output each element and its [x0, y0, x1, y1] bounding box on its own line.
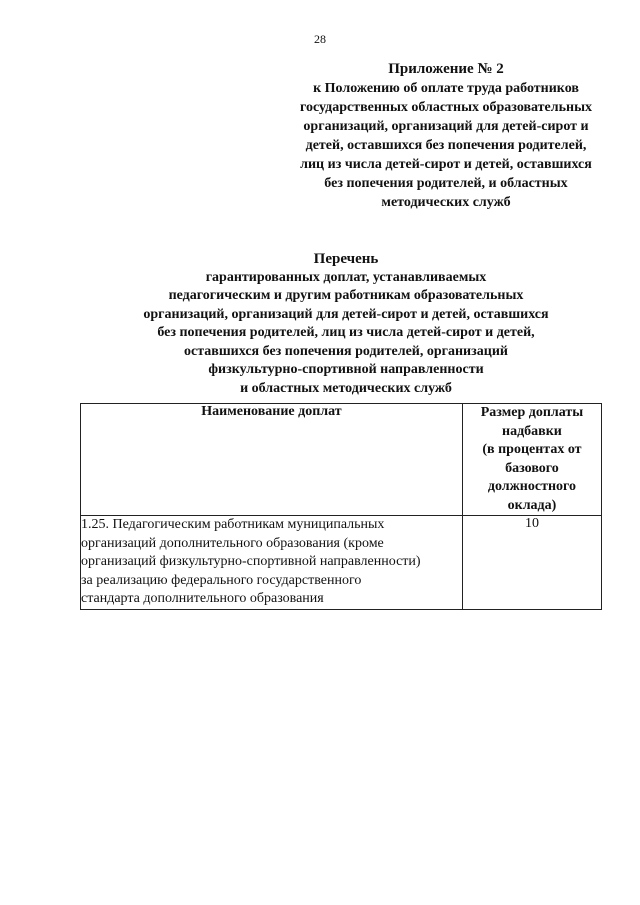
appendix-line: лиц из числа детей-сирот и детей, оставшихся [300, 157, 592, 172]
allowance-name-cell [81, 516, 463, 610]
list-heading-line: оставшихся без попечения родителей, организаций [184, 343, 508, 359]
column-header-size-line: надбавки [502, 423, 562, 439]
table-header-row [81, 404, 602, 516]
list-heading-line: педагогическим и другим работникам образовательных [168, 288, 524, 303]
allowance-name-line: организаций физкультурно-спортивной направленности) [81, 554, 421, 569]
column-header-size-line: должностного [487, 479, 577, 494]
column-header-size-line: (в процентах от [482, 442, 582, 457]
list-heading-line: организаций, организаций для детей-сирот и детей, оставшихся [143, 306, 549, 322]
list-heading-title: Перечень [313, 251, 379, 267]
appendix-line: к Положению об оплате труда работников [313, 81, 579, 96]
column-header-size-line: Размер доплаты [480, 405, 584, 420]
list-heading-line: гарантированных доплат, устанавливаемых [205, 269, 487, 285]
page-number: 28 [314, 32, 326, 46]
column-header-size [462, 404, 601, 516]
allowance-name-line: 1.25. Педагогическим работникам муниципальных [81, 517, 385, 532]
table-row [81, 516, 602, 610]
allowance-name-line: стандарта дополнительного образования [81, 591, 324, 606]
appendix-title: Приложение № 2 [388, 61, 504, 77]
column-header-size-line: оклада) [507, 497, 557, 513]
list-heading [80, 250, 612, 398]
allowances-table [80, 403, 602, 610]
column-header-name: Наименование доплат [81, 404, 463, 516]
appendix-line: детей, оставшихся без попечения родителей, [305, 138, 587, 153]
list-heading-line: физкультурно-спортивной направленности [208, 362, 484, 377]
appendix-header [270, 60, 622, 212]
appendix-line: государственных областных образовательных [299, 100, 593, 115]
column-header-size-line: базового [505, 460, 559, 476]
allowance-value-cell: 10 [462, 516, 601, 610]
list-heading-line: без попечения родителей, лиц из числа детей-сирот и детей, [157, 325, 535, 340]
appendix-line: организаций, организаций для детей-сирот и [303, 119, 589, 134]
appendix-line: без попечения родителей, и областных [324, 176, 568, 191]
appendix-line: методических служб [381, 195, 511, 210]
list-heading-line: и областных методических служб [240, 380, 452, 396]
allowance-name-line: организаций дополнительного образования (кроме [81, 535, 384, 551]
allowance-name-line: за реализацию федерального государственного [81, 572, 362, 588]
